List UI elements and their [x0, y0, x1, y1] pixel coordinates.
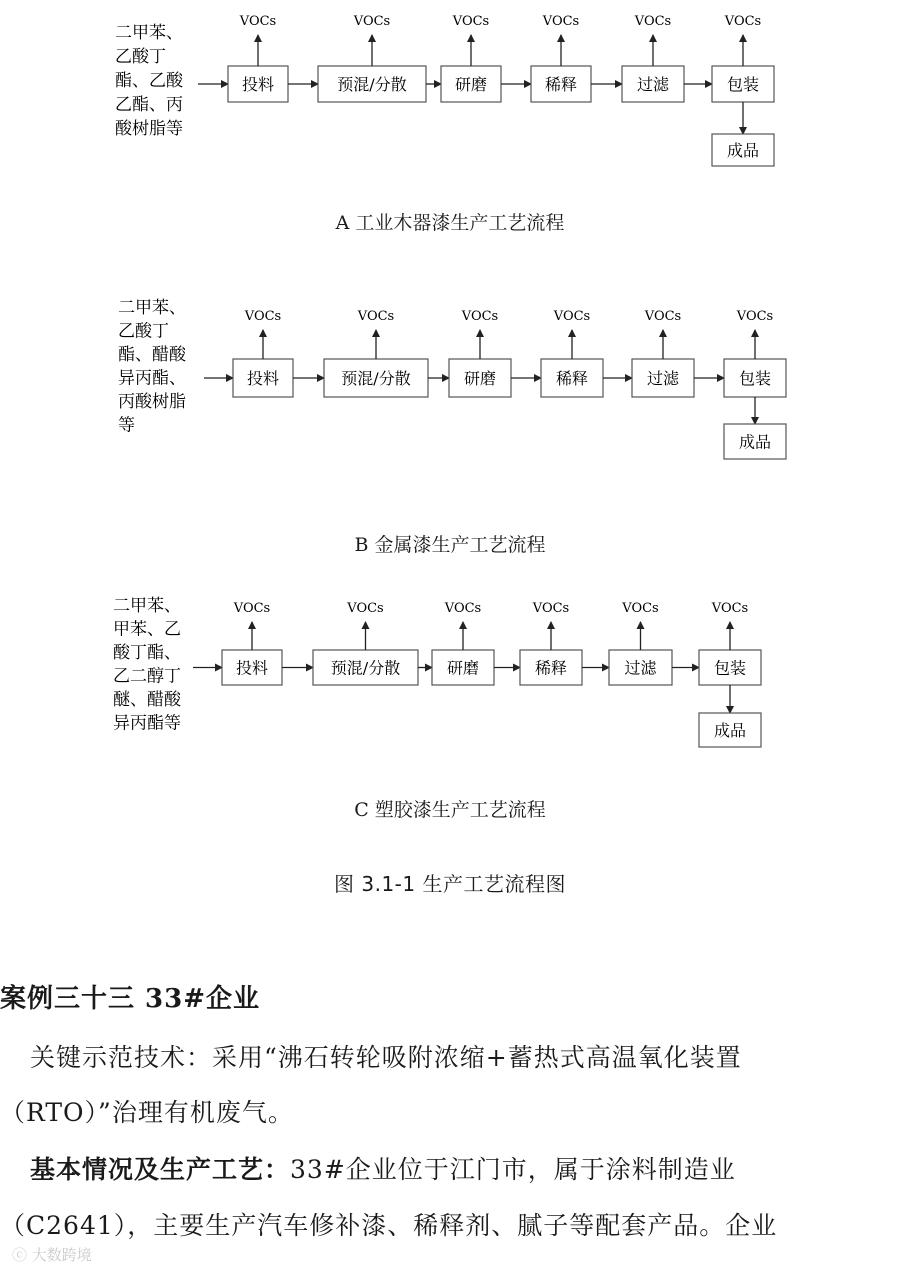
diagram-b-step-label: 研磨: [463, 369, 497, 388]
diagram-a-vocs-label: VOCs: [634, 14, 672, 29]
diagram-a-input-line: 二甲苯、: [115, 23, 183, 43]
diagram-c-vocs-label: VOCs: [347, 601, 384, 616]
diagram-c-step-label: 包装: [713, 658, 747, 678]
diagram-a-input-line: 乙酯、丙: [115, 95, 183, 115]
diagram-b-caption: B 金属漆生产工艺流程: [354, 534, 546, 556]
diagram-b-product-label: 成品: [738, 432, 772, 452]
diagram-b-input-line: 乙酸丁: [118, 321, 169, 342]
diagram-b-vocs-label: VOCs: [461, 309, 499, 324]
diagram-b-vocs-label: VOCs: [357, 309, 395, 324]
diagram-a-step-label: 投料: [241, 75, 275, 94]
paragraph-basic-info-line2: （C2641），主要生产汽车修补漆、稀释剂、腻子等配套产品。企业: [0, 1211, 778, 1240]
diagram-c-step-label: 研磨: [446, 658, 480, 678]
diagram-c-input-line: 甲苯、乙: [113, 619, 181, 640]
diagram-b-vocs-label: VOCs: [644, 309, 682, 324]
diagram-b-step-label: 稀释: [555, 369, 589, 388]
paragraph-key-tech-line1: 关键示范技术：采用“沸石转轮吸附浓缩+蓄热式高温氧化装置: [30, 1043, 742, 1072]
basic-info-text: 33#企业位于江门市，属于涂料制造业: [290, 1155, 736, 1184]
diagram-a-vocs-label: VOCs: [353, 14, 391, 29]
diagram-c-step-label: 稀释: [534, 658, 568, 678]
diagram-c-vocs-label: VOCs: [622, 601, 659, 616]
diagram-b-step-label: 过滤: [646, 369, 680, 388]
diagram-a-step-label: 包装: [726, 75, 760, 94]
diagram-b-step-label: 包装: [738, 369, 772, 388]
diagram-c-step-label: 预混/分散: [330, 658, 401, 678]
diagram-a-vocs-label: VOCs: [452, 14, 490, 29]
diagram-b-vocs-label: VOCs: [553, 309, 591, 324]
diagram-a-input-line: 乙酸丁: [115, 47, 166, 67]
diagram-b-input-line: 酯、醋酸: [118, 345, 186, 365]
diagram-c-vocs-label: VOCs: [444, 601, 482, 616]
diagram-c-input-line: 酸丁酯、: [113, 643, 181, 663]
diagram-b-vocs-label: VOCs: [244, 309, 282, 324]
diagram-a-vocs-label: VOCs: [724, 14, 762, 29]
diagram-b-input-line: 异丙酯、: [118, 368, 186, 389]
diagram-c-vocs-label: VOCs: [532, 601, 570, 616]
paragraph-key-tech-line2: （RTO）”治理有机废气。: [0, 1098, 294, 1127]
diagram-a-step-label: 过滤: [636, 75, 670, 94]
diagram-c-input-line: 异丙酯等: [113, 713, 181, 734]
diagram-a-vocs-label: VOCs: [239, 14, 277, 29]
diagram-c-step-label: 过滤: [624, 658, 657, 678]
diagram-c-input-line: 二甲苯、: [113, 596, 181, 616]
diagram-a-product-label: 成品: [726, 141, 760, 160]
diagram-b-input-line: 等: [118, 415, 135, 436]
diagram-a-caption: A 工业木器漆生产工艺流程: [335, 212, 565, 234]
diagram-b-input-line: 二甲苯、: [118, 298, 186, 318]
case-title: 案例三十三 33#企业: [0, 984, 261, 1014]
diagram-a-vocs-label: VOCs: [542, 14, 580, 29]
diagram-c-vocs-label: VOCs: [233, 601, 271, 616]
diagram-c-caption: C 塑胶漆生产工艺流程: [354, 799, 546, 821]
diagram-a-input-line: 酯、乙酸: [115, 71, 183, 91]
diagram-a-step-label: 预混/分散: [337, 75, 407, 94]
diagram-c-input-line: 乙二醇丁: [113, 666, 181, 687]
watermark-logo: [12, 1244, 92, 1265]
watermark-icon: ⓒ: [12, 1246, 28, 1264]
watermark-text: 大数跨境: [31, 1246, 92, 1264]
diagram-a-step-label: 研磨: [454, 75, 488, 94]
diagram-a-step-label: 稀释: [544, 75, 578, 94]
diagram-b-step-label: 投料: [246, 369, 280, 388]
paragraph-basic-info-line1: [30, 1142, 900, 1197]
diagram-a-input-line: 酸树脂等: [115, 119, 183, 139]
diagram-c-product-label: 成品: [713, 721, 747, 740]
basic-info-label: 基本情况及生产工艺：: [30, 1155, 291, 1184]
diagram-b-input-line: 丙酸树脂: [118, 392, 186, 412]
diagram-c-input-line: 醚、醋酸: [113, 690, 181, 710]
diagram-c-step-label: 投料: [235, 658, 269, 678]
diagram-c-vocs-label: VOCs: [711, 601, 749, 616]
figure-caption: 图 3.1-1 生产工艺流程图: [334, 872, 566, 896]
diagram-b-vocs-label: VOCs: [736, 309, 774, 324]
diagram-b-step-label: 预混/分散: [341, 369, 411, 388]
